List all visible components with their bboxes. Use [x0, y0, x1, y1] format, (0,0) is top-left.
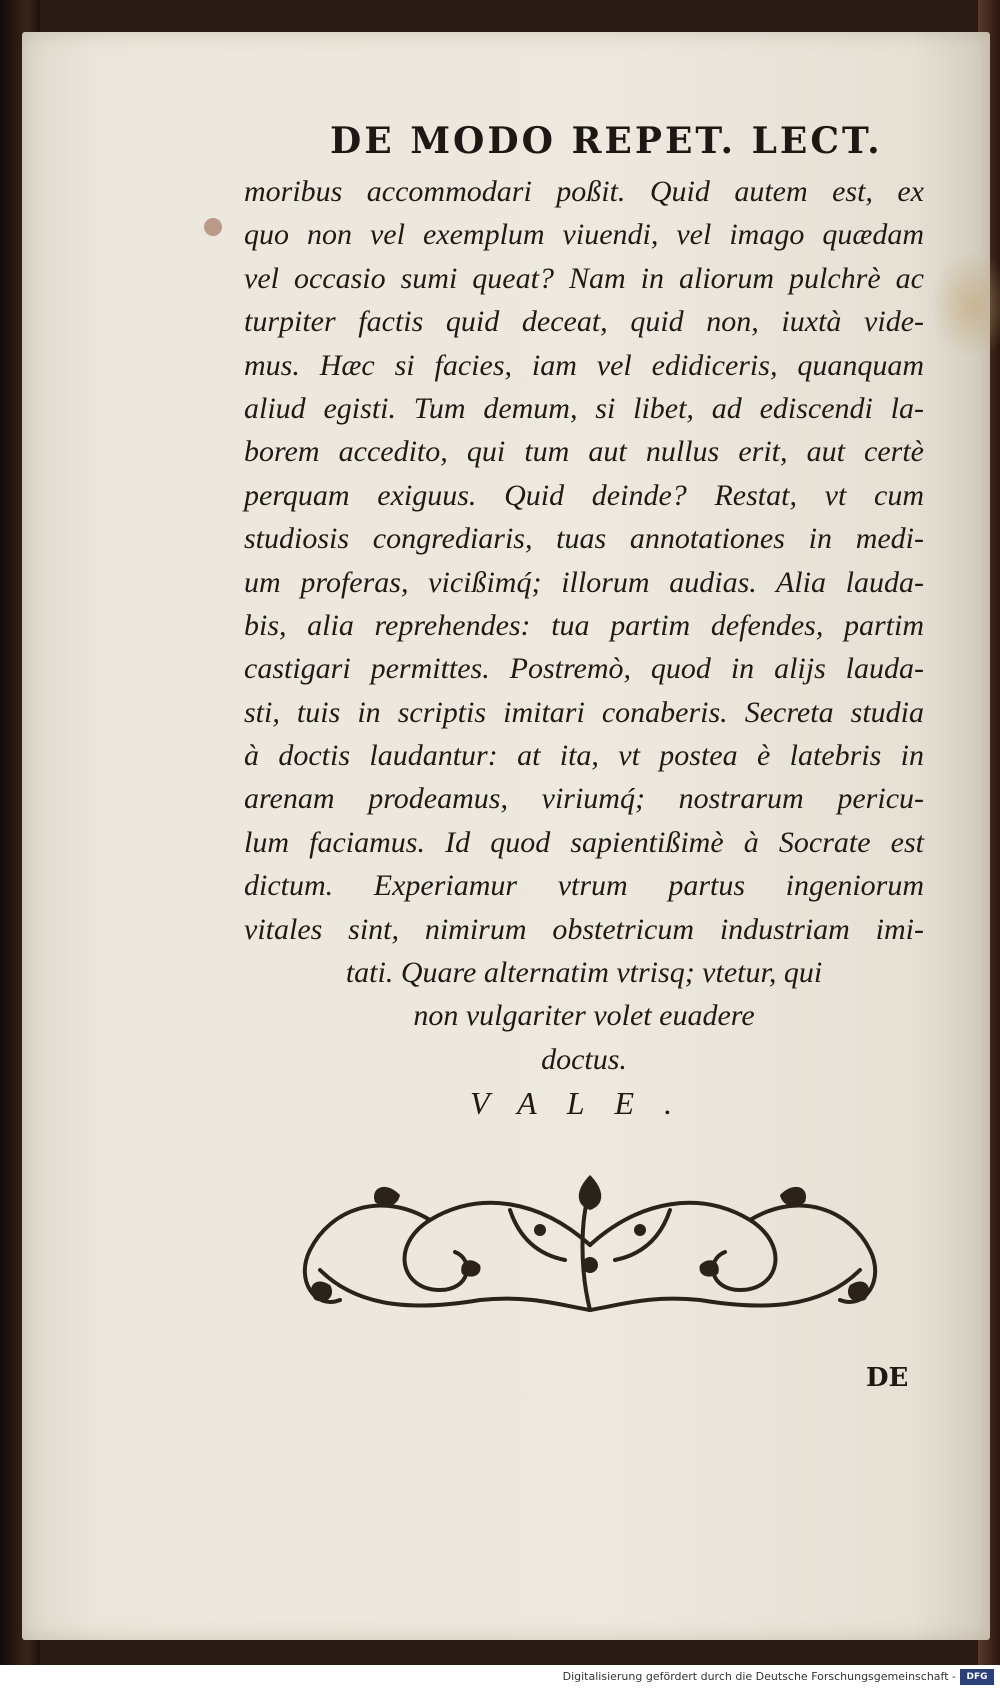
- footer-credit: Digitalisierung gefördert durch die Deutsche Forschungsgemeinschaft -: [562, 1670, 956, 1683]
- body-text: [244, 170, 924, 1081]
- text-line: mus. Hæc si facies, iam vel edidiceris, quanquam: [244, 348, 924, 382]
- text-line: aliud egisti. Tum demum, si libet, ad ediscendi la-: [244, 391, 924, 425]
- text-line: bis, alia reprehendes: tua partim defendes, partim: [244, 608, 924, 642]
- ink-spot: [204, 218, 222, 236]
- text-line: borem accedito, qui tum aut nullus erit, aut certè: [244, 435, 924, 469]
- text-line: quo non vel exemplum viuendi, vel imago quædam: [244, 218, 924, 252]
- text-line: castigari permittes. Postremò, quod in alijs lauda-: [244, 652, 924, 686]
- text-line: vitales sint, nimirum obstetricum industriam imi-: [244, 912, 924, 946]
- text-line: à doctis laudantur: at ita, vt postea è latebris in: [244, 739, 924, 773]
- page-stain: [930, 250, 1000, 360]
- text-line: vel occasio sumi queat? Nam in aliorum pulchrè ac: [244, 261, 924, 295]
- text-line: doctus.: [541, 1042, 627, 1076]
- dfg-logo: DFG: [960, 1669, 994, 1685]
- text-line: um proferas, vicißimq́; illorum audias. Alia lauda-: [244, 565, 924, 599]
- closing-vale: VALE.: [470, 1085, 703, 1121]
- text-line: studiosis congrediaris, tuas annotationes in medi-: [244, 522, 924, 556]
- text-line: lum faciamus. Id quod sapientißimè à Socrate est: [244, 825, 924, 859]
- running-head: DE MODO REPET. LECT.: [330, 120, 883, 162]
- text-line: sti, tuis in scriptis imitari conaberis. Secreta studia: [244, 695, 924, 729]
- text-line: perquam exiguus. Quid deinde? Restat, vt cum: [244, 478, 924, 512]
- text-line: arenam prodeamus, viriumq́; nostrarum pericu-: [244, 782, 924, 816]
- catchword: DE: [866, 1363, 909, 1393]
- text-line: dictum. Experiamur vtrum partus ingeniorum: [244, 869, 924, 903]
- footer-bar: [0, 1665, 1000, 1691]
- text-line: moribus accommodari poßit. Quid autem est, ex: [244, 175, 924, 208]
- text-line: turpiter factis quid deceat, quid non, iuxtà vide-: [244, 305, 924, 339]
- text-line: non vulgariter volet euadere: [413, 999, 755, 1033]
- text-line: tati. Quare alternatim vtrisq; vtetur, qui: [345, 956, 823, 990]
- floral-ornament: [280, 1170, 900, 1320]
